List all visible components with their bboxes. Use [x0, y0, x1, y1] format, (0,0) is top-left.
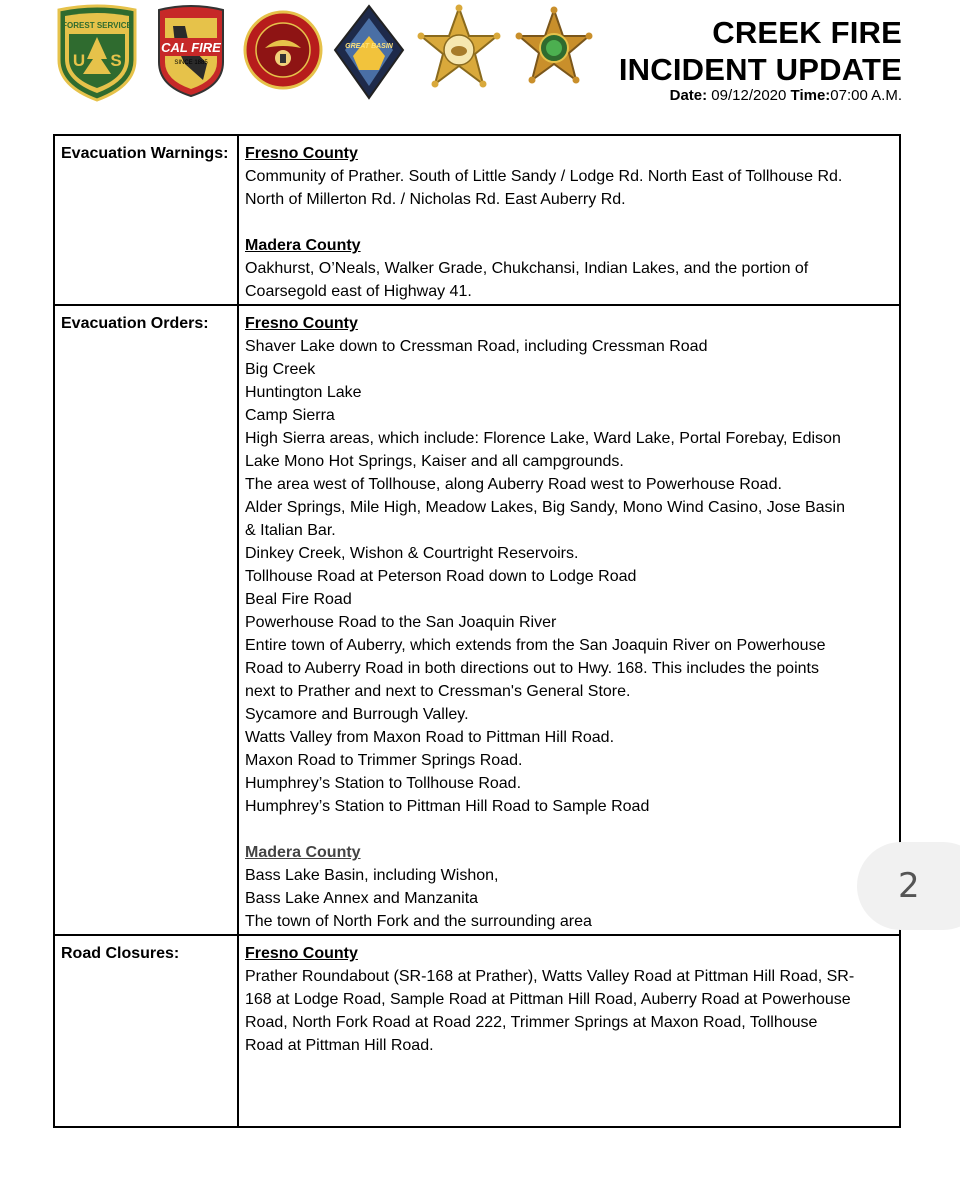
list-item: The town of North Fork and the surrounding area: [245, 913, 592, 930]
title-line-1: CREEK FIRE: [712, 15, 902, 50]
closures-fresno-list: [245, 965, 893, 1057]
closures-label: Road Closures:: [54, 935, 238, 1127]
warnings-fresno-heading: Fresno County: [245, 145, 358, 162]
list-item: 168 at Lodge Road, Sample Road at Pittman Hill Road, Auberry Road at Powerhouse: [245, 991, 851, 1008]
orders-madera-list: [245, 864, 893, 933]
incident-management-seal: [243, 4, 323, 94]
incident-table: [53, 134, 901, 1128]
list-item: Road at Pittman Hill Road.: [245, 1037, 434, 1054]
date-value: 09/12/2020: [707, 87, 791, 104]
list-item: Camp Sierra: [245, 407, 335, 424]
list-item: Watts Valley from Maxon Road to Pittman Hill Road.: [245, 729, 615, 746]
closures-row: [54, 935, 900, 1127]
list-item: Alder Springs, Mile High, Meadow Lakes, Big Sandy, Mono Wind Casino, Jose Basin: [245, 499, 845, 516]
list-item: Huntington Lake: [245, 384, 362, 401]
document-title: [619, 14, 902, 88]
list-item: Maxon Road to Trimmer Springs Road.: [245, 752, 523, 769]
sheriff-star-logo: [417, 4, 501, 102]
list-item: Dinkey Creek, Wishon & Courtright Reservoirs.: [245, 545, 579, 562]
time-value: 07:00 A.M.: [830, 87, 902, 104]
list-item: Bass Lake Basin, including Wishon,: [245, 867, 499, 884]
list-item: The area west of Tollhouse, along Auberry Road west to Powerhouse Road.: [245, 476, 782, 493]
time-label: Time:: [790, 87, 831, 104]
orders-row: [54, 305, 900, 935]
list-item: Beal Fire Road: [245, 591, 352, 608]
warnings-madera-heading: Madera County: [245, 237, 361, 254]
county-sheriff-star-logo: [515, 4, 593, 100]
warnings-madera-list: [245, 257, 893, 303]
forest-service-logo: [55, 4, 139, 102]
date-time-line: [670, 87, 902, 104]
warnings-label: Evacuation Warnings:: [54, 135, 238, 305]
orders-fresno-list: [245, 335, 893, 818]
list-item: & Italian Bar.: [245, 522, 336, 539]
list-item: Lake Mono Hot Springs, Kaiser and all campgrounds.: [245, 453, 624, 470]
list-item: Coarsegold east of Highway 41.: [245, 283, 472, 300]
closures-fresno-heading: Fresno County: [245, 945, 358, 962]
orders-fresno-heading: Fresno County: [245, 315, 358, 332]
list-item: Community of Prather. South of Little Sandy / Lodge Rd. North East of Tollhouse Rd.: [245, 168, 843, 185]
list-item: North of Millerton Rd. / Nicholas Rd. East Auberry Rd.: [245, 191, 626, 208]
cal-fire-sub: SINCE 1885: [174, 60, 208, 66]
cal-fire-logo: [155, 4, 227, 98]
date-label: Date:: [669, 87, 708, 104]
cal-fire-text: CAL FIRE: [161, 40, 221, 55]
list-item: Entire town of Auberry, which extends from the San Joaquin River on Powerhouse: [245, 637, 826, 654]
forest-service-s: S: [110, 51, 122, 70]
list-item: Powerhouse Road to the San Joaquin River: [245, 614, 557, 631]
list-item: High Sierra areas, which include: Florence Lake, Ward Lake, Portal Forebay, Edison: [245, 430, 841, 447]
closures-content: [238, 935, 900, 1127]
orders-label: Evacuation Orders:: [54, 305, 238, 935]
warnings-fresno-list: [245, 165, 893, 211]
title-line-2: INCIDENT UPDATE: [618, 52, 902, 87]
list-item: Road to Auberry Road in both directions out to Hwy. 168. This includes the points: [245, 660, 819, 677]
great-basin-logo: [333, 4, 405, 102]
great-basin-text: GREAT BASIN: [345, 43, 393, 50]
forest-service-top-text: FOREST SERVICE: [62, 21, 132, 30]
list-item: Bass Lake Annex and Manzanita: [245, 890, 479, 907]
list-item: Oakhurst, O’Neals, Walker Grade, Chukchansi, Indian Lakes, and the portion of: [245, 260, 809, 277]
list-item: Shaver Lake down to Cressman Road, including Cressman Road: [245, 338, 708, 355]
warnings-content: [238, 135, 900, 305]
page-number: 2: [898, 866, 920, 906]
orders-madera-heading: Madera County: [245, 844, 361, 861]
list-item: next to Prather and next to Cressman's General Store.: [245, 683, 631, 700]
list-item: Humphrey’s Station to Tollhouse Road.: [245, 775, 522, 792]
list-item: Tollhouse Road at Peterson Road down to Lodge Road: [245, 568, 637, 585]
orders-content: [238, 305, 900, 935]
warnings-row: [54, 135, 900, 305]
list-item: Road, North Fork Road at Road 222, Trimmer Springs at Maxon Road, Tollhouse: [245, 1014, 818, 1031]
list-item: Humphrey’s Station to Pittman Hill Road to Sample Road: [245, 798, 650, 815]
list-item: Prather Roundabout (SR-168 at Prather), Watts Valley Road at Pittman Hill Road, SR-: [245, 968, 855, 985]
list-item: Sycamore and Burrough Valley.: [245, 706, 469, 723]
list-item: Big Creek: [245, 361, 316, 378]
forest-service-u: U: [72, 51, 86, 70]
